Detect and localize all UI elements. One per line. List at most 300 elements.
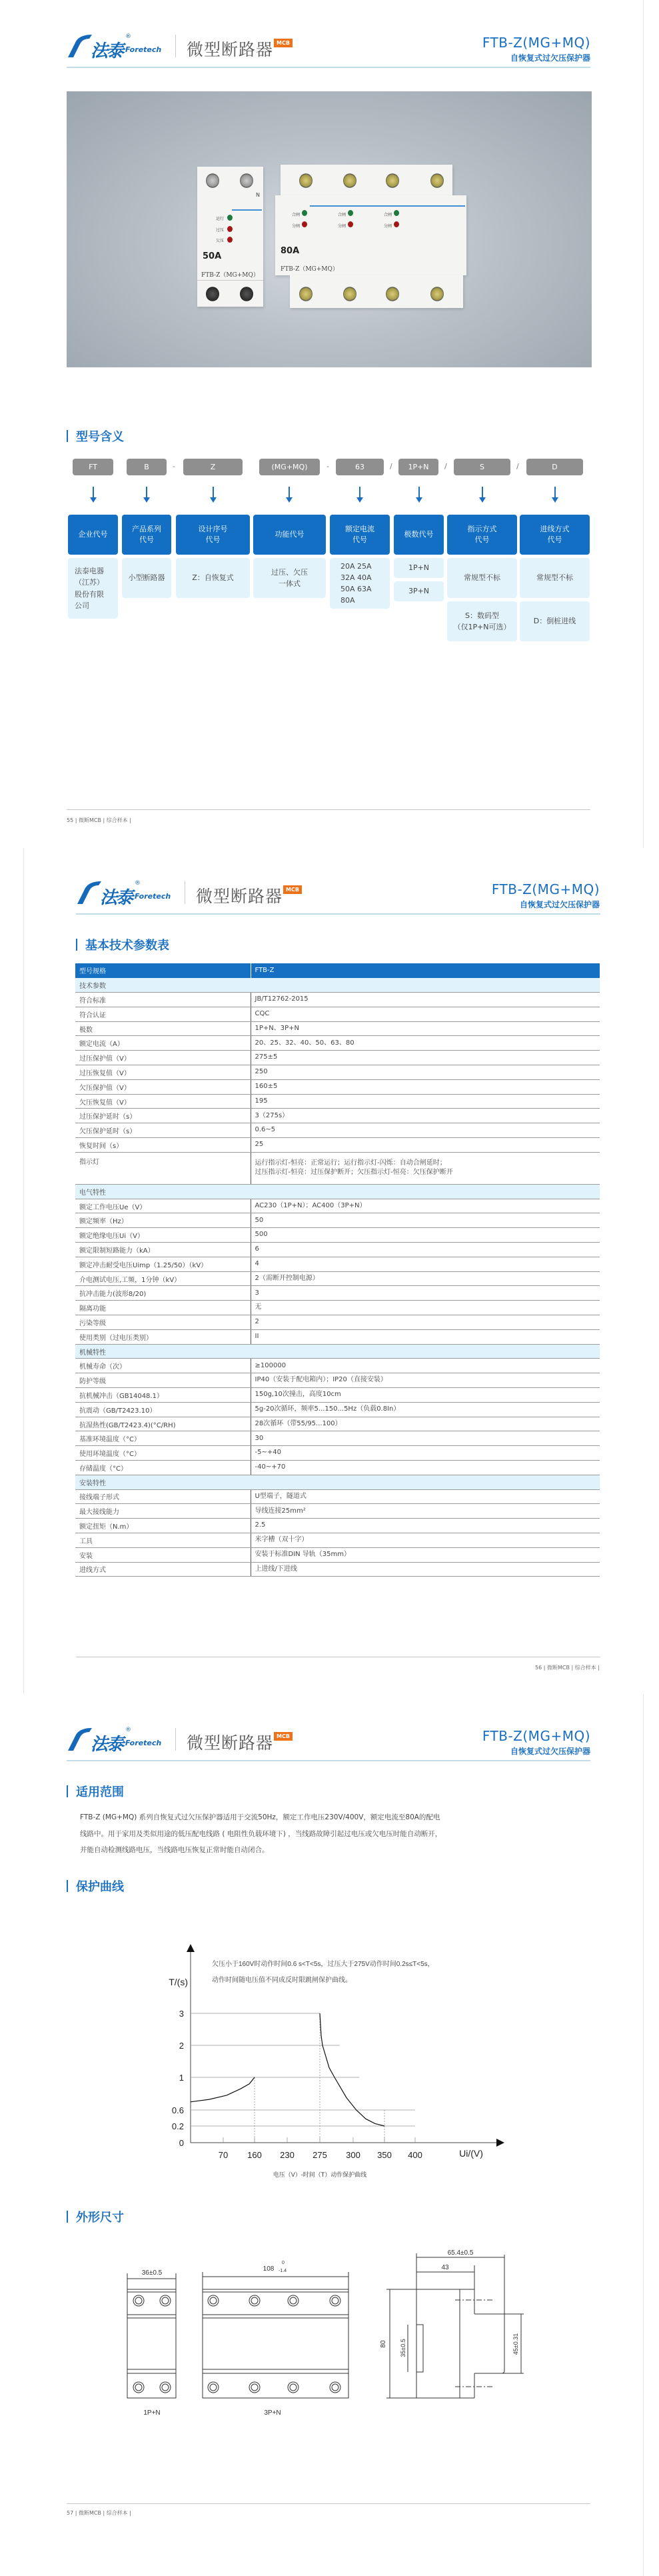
application-text: 线路中。用于家用及类似用途的低压配电线路 ( 电阻性负载环境下) ，当线路故障引起过电压或欠电压时能自动断开， [80,1830,442,1838]
led-green [394,210,399,216]
param-value: 6 [251,1243,600,1257]
chart-caption: 电压（V）-时间（T）动作保护曲线 [273,2171,367,2178]
product-photo [67,91,592,367]
code-value-current: 20A 25A 32A 40A 50A 63A 80A [330,558,390,609]
param-label: 抗震动（GB/T2423.10） [75,1402,251,1417]
table-row [75,1329,600,1344]
category-title: 微型断路器 [187,1733,274,1753]
table-row [75,1138,600,1153]
title-bar [76,939,77,951]
param-label: 额定工作电压Ue（V） [75,1199,251,1213]
param-label: 指示灯 [75,1152,251,1184]
led-label: 合闸 [384,213,392,217]
param-label: 使用类别（过电压类别） [75,1329,251,1344]
param-label: 过压保护值（V） [75,1051,251,1065]
section-label: 技术参数 [75,978,600,993]
logo-cn: 法泰 [100,888,133,908]
param-label: 欠压保护延时（s） [75,1123,251,1138]
code-label: 指示方式 代号 [447,515,517,555]
table-row [75,1213,600,1228]
swoosh-icon [67,1727,93,1752]
param-label: 抗湿热性(GB/T2423.4)(°C/RH) [75,1417,251,1431]
param-value: II [251,1329,600,1344]
arrow-down-icon [418,487,420,499]
section-title-spec [76,936,169,953]
param-value: 2.5 [251,1519,600,1533]
section-title-application [67,1783,124,1800]
arrow-down-icon [359,487,360,499]
param-label: 符合标准 [75,993,251,1007]
footer-rule [67,2503,590,2504]
code-box: B [127,459,167,475]
code-box: 63 [336,459,384,475]
blue-stripe [310,205,465,207]
param-value: 500 [251,1228,600,1243]
arrow-down-icon [213,487,214,499]
brand-logo [76,880,176,908]
title-bar [67,1785,68,1797]
param-label: 额定扭矩（N.m） [75,1519,251,1533]
param-label: 防护等级 [75,1373,251,1388]
param-value: 3 [251,1286,600,1301]
chart-annotation: 欠压小于160V时动作时间0.6 s<T<5s，过压大于275V动作时间0.2s≤T<5s， [212,1961,434,1968]
x-tick-label: 70 [218,2150,229,2160]
code-separator: / [516,462,519,471]
param-label: 过压保护延时（s） [75,1109,251,1123]
led-label: 合闸 [292,213,301,217]
logo-cn: 法泰 [91,41,123,61]
brand-logo [67,33,167,59]
table-row [75,1199,600,1213]
category-title: 微型断路器 [187,40,274,59]
header-rule [67,1760,590,1761]
device-1p [197,167,263,307]
terminal-label: N [256,192,260,198]
table-row [75,1152,600,1184]
param-value: 160±5 [251,1079,600,1094]
table-row [75,1094,600,1109]
param-value: IP40（安装于配电箱内）；IP20（直接安装） [251,1373,600,1388]
param-value: 上进线/下进线 [251,1562,600,1577]
blue-stripe [232,209,262,211]
x-axis-arrow-icon [496,2139,504,2147]
param-label: 额定冲击耐受电压Uimp（1.25/50）（kV） [75,1257,251,1271]
dim-front-height: 45±0.31 [512,2333,519,2355]
param-value: 2 [251,1315,600,1330]
table-row [75,1431,600,1446]
param-label: 额定频率（Hz） [75,1213,251,1228]
code-value-series: 小型断路器 [122,558,171,598]
param-value: 安装于标准DIN 导轨（35mm） [251,1547,600,1562]
page-header [0,1693,659,1767]
led-red [394,221,399,227]
terminal-screw [386,173,399,188]
led-label: 合闸 [338,213,346,217]
terminal-screw [240,287,253,301]
param-label: 污染等级 [75,1315,251,1330]
x-tick-label: 400 [408,2150,422,2160]
logo-cn: 法泰 [91,1735,123,1755]
param-value: 20、25、32、40、50、63、80 [251,1036,600,1051]
code-separator: - [327,462,329,471]
param-label: 隔离功能 [75,1301,251,1315]
table-section-row [75,1344,600,1359]
page-header [0,0,659,73]
led-red [227,226,233,232]
section-label: 电气特性 [75,1184,600,1199]
param-label: 抗冲击能力(波形8/20) [75,1286,251,1301]
x-tick-label: 275 [313,2150,327,2160]
code-value-function: 过压、欠压 一体式 [253,558,326,598]
section-label: 机械特性 [75,1344,600,1359]
table-row [75,1519,600,1533]
y-tick-label: 0.6 [171,2105,184,2115]
device-model: FTB-Z（MG+MQ） [201,272,259,279]
table-row [75,1547,600,1562]
table-row [75,1257,600,1271]
dim-tol-down: -1.4 [279,2269,287,2273]
dim-depth-total: 65.4±0.5 [447,2249,474,2257]
code-box: 1P+N [398,459,438,475]
param-value: 5g-20次循环，频率5...150...5Hz（负载0.8In） [251,1402,600,1417]
param-value: 275±5 [251,1051,600,1065]
front-view-3p [203,2272,348,2398]
y-tick-label: 3 [179,2009,184,2019]
table-row [75,1417,600,1431]
led-label: 过压 [216,228,225,233]
table-row [75,1373,600,1388]
table-row [75,1036,600,1051]
param-label: 使用环境温度（°C） [75,1446,251,1461]
section-title-text: 外形尺寸 [76,2211,124,2225]
param-label: 基准环境温度（°C） [75,1431,251,1446]
code-value-design: Z：自恢复式 [176,558,250,598]
terminal-screw [343,173,356,188]
param-label: 安装 [75,1547,251,1562]
model-title: FTB-Z(MG+MQ) [482,35,590,51]
title-bar [67,2211,68,2223]
terminal-screw [206,287,219,301]
front-view-1p [127,2273,176,2398]
param-value: AC230（1P+N）；AC400（3P+N） [251,1199,600,1213]
terminal-screw [299,287,313,301]
code-box: (MG+MQ) [259,459,320,475]
y-tick-label: 2 [179,2041,184,2051]
param-label: 恢复时间（s） [75,1138,251,1153]
param-value: CQC [251,1007,600,1021]
code-box: S [454,459,510,475]
logo-mark: ® [125,33,131,40]
y-tick-label: 1 [179,2073,184,2083]
dimension-drawing [0,2240,659,2427]
section-label: 安装特性 [75,1475,600,1489]
code-value-poles: 3P+N [394,581,444,601]
code-label: 额定电流 代号 [330,515,390,555]
param-label: 额定限制短路能力（kA） [75,1243,251,1257]
model-title: FTB-Z(MG+MQ) [482,1728,590,1744]
terminal-screw [430,173,444,188]
param-label: 进线方式 [75,1562,251,1577]
table-row [75,1446,600,1461]
section-title-type-code [67,427,124,445]
led-label: 分闸 [292,224,301,229]
x-tick-label: 350 [377,2150,392,2160]
param-value: 50 [251,1213,600,1228]
device-3p-bottom [290,275,463,308]
param-value: 250 [251,1065,600,1080]
model-subtitle: 自恢复式过欠压保护器 [510,1747,590,1756]
param-label: 符合认证 [75,1007,251,1021]
divider [175,1728,176,1751]
param-value: -5~+40 [251,1446,600,1461]
page-edge [23,848,24,1694]
arrow-down-icon [93,487,94,499]
param-label: 接线端子形式 [75,1489,251,1504]
table-row [75,993,600,1007]
page-footer: 56 | 微断MCB | 综合样本 | [535,1665,600,1671]
table-section-row [75,1475,600,1489]
section-title-text: 基本技术参数表 [85,939,169,953]
param-value: -40~+70 [251,1461,600,1475]
param-value: 28次循环（带55/95...100） [251,1417,600,1431]
code-value-company: 法泰电器 （江苏） 股份有限 公司 [68,558,118,619]
param-label: 欠压恢复值（V） [75,1094,251,1109]
code-separator: / [390,462,392,471]
code-box: FT [73,459,113,475]
spec-table [75,963,600,1577]
param-label: 额定绝缘电压Ui（V） [75,1228,251,1243]
led-red [302,221,307,227]
series-undervoltage [191,2077,255,2102]
dim-height: 80 [380,2340,387,2348]
led-green [302,210,307,216]
param-label: 介电测试电压,工频，1分钟（kV） [75,1271,251,1286]
table-header-row [75,963,600,978]
header-cell: FTB-Z [251,963,600,978]
device-model: FTB-Z（MG+MQ） [281,266,338,273]
arrow-down-icon [554,487,556,499]
code-separator: / [444,462,447,471]
table-row [75,1388,600,1403]
table-section-row [75,1184,600,1199]
param-label: 最大接线能力 [75,1504,251,1519]
label-3p: 3P+N [264,2409,281,2417]
divider [175,35,176,57]
table-row [75,1228,600,1243]
table-row [75,1079,600,1094]
terminal-screw [386,287,399,301]
logo-mark: ® [125,1727,131,1733]
table-row [75,1402,600,1417]
param-value: 运行指示灯-恒亮：正常运行；运行指示灯-闪烁：自动合闸延时； 过压指示灯-恒亮：过压保护断开；欠压指示灯-恒亮：欠压保护断开 [251,1152,600,1184]
section-title-curve [67,1877,124,1895]
table-row [75,1007,600,1021]
terminal-screw [240,173,253,188]
param-value: 30 [251,1431,600,1446]
dim-din: 35±0.5 [400,2339,406,2357]
y-tick-label: 0.2 [171,2121,184,2131]
x-tick-label: 230 [280,2150,295,2160]
dim-width-1p: 36±0.5 [141,2269,163,2277]
table-row [75,1065,600,1080]
param-label: 机械寿命（次） [75,1359,251,1373]
header-cell: 型号规格 [75,963,251,978]
dim-width-3p: 108 [263,2265,275,2273]
application-text: FTB-Z (MG+MQ) 系列自恢复式过欠压保护器适用于交流50Hz，额定工作电压230V/400V，额定电流至80A的配电 [80,1813,440,1821]
code-box: Z [183,459,243,475]
param-value: 25 [251,1138,600,1153]
led-red [348,221,353,227]
code-label: 产品系列 代号 [122,515,171,555]
code-value-wiring: 常规型不标 [520,558,590,598]
table-row [75,1504,600,1519]
arrow-down-icon [146,487,147,499]
led-label: 分闸 [384,224,392,229]
mcb-badge: MCB [274,1732,293,1741]
dim-depth-front: 43 [441,2264,449,2271]
param-label: 存储温度（°C） [75,1461,251,1475]
y-axis-label: T/(s) [169,1977,188,1987]
led-label: 分闸 [338,224,346,229]
series-overvoltage [320,2013,384,2126]
page-header [0,847,659,920]
header-rule [76,913,600,915]
table-row [75,1021,600,1036]
divider [197,280,263,281]
arrow-down-icon [289,487,290,499]
param-value: 0.6~5 [251,1123,600,1138]
device-rating: 80A [281,246,300,256]
param-label: 额定电流（A） [75,1036,251,1051]
footer-rule [67,809,590,810]
logo-mark: ® [135,880,141,887]
param-value: 4 [251,1257,600,1271]
param-label: 极数 [75,1021,251,1036]
param-value: 1P+N、3P+N [251,1021,600,1036]
x-tick-label: 300 [346,2150,360,2160]
table-row [75,1301,600,1315]
brand-logo [67,1727,167,1755]
device-3p-top [281,165,452,197]
mcb-badge: MCB [283,885,302,894]
section-title-dimensions [67,2208,124,2225]
table-row [75,1271,600,1286]
table-row [75,1123,600,1138]
section-title-text: 保护曲线 [76,1880,124,1894]
header-rule [67,67,590,68]
table-row [75,1489,600,1504]
param-value: 米字槽（双十字） [251,1533,600,1547]
side-view [386,2253,524,2398]
led-green [348,210,353,216]
param-value: ≥100000 [251,1359,600,1373]
param-value: 2（需断开控制电源） [251,1271,600,1286]
table-row [75,1461,600,1475]
code-separator: - [173,462,175,471]
protection-curve-chart [0,1933,659,2187]
table-row [75,1562,600,1577]
param-value: 195 [251,1094,600,1109]
model-subtitle: 自恢复式过欠压保护器 [510,53,590,63]
y-tick-label: 0 [179,2138,184,2148]
code-value-poles: 1P+N [394,558,444,578]
y-axis-arrow-icon [187,1944,195,1952]
table-row [75,1051,600,1065]
model-title: FTB-Z(MG+MQ) [491,881,600,897]
device-rating: 50A [203,251,222,261]
page-footer: 57 | 微断MCB | 综合样本 | [67,2510,131,2516]
terminal-screw [343,287,356,301]
led-label: 运行 [216,217,225,221]
param-value: 导线连接25mm² [251,1504,600,1519]
code-label: 设计序号 代号 [176,515,250,555]
logo-en: Foretech [135,892,171,901]
title-bar [67,1880,68,1892]
code-box: D [526,459,583,475]
param-value: 无 [251,1301,600,1315]
param-value: 150g,10次撞击，高度10cm [251,1388,600,1403]
code-label: 功能代号 [253,515,326,555]
param-value: 3（275s） [251,1109,600,1123]
table-row [75,1243,600,1257]
code-label: 进线方式 代号 [520,515,590,555]
code-label: 极数代号 [394,515,444,555]
param-label: 抗机械冲击（GB14048.1） [75,1388,251,1403]
page-edge [643,0,644,848]
table-row [75,1533,600,1547]
model-subtitle: 自恢复式过欠压保护器 [519,900,600,909]
table-section-row [75,978,600,993]
logo-en: Foretech [125,45,162,54]
section-title-text: 型号含义 [76,430,124,444]
application-text: 并能自动检测线路电压，当线路电压恢复正常时能自动闭合。 [80,1846,269,1854]
dim-tol-up: 0 [282,2261,285,2265]
led-green [227,215,233,221]
table-row [75,1109,600,1123]
param-label: 过压恢复值（V） [75,1065,251,1080]
chart-annotation: 动作时间随电压值不同成反时限跳闸保护曲线。 [212,1977,352,1984]
param-label: 工具 [75,1533,251,1547]
code-value-indication: 常规型不标 [447,558,517,598]
page-footer: 55 | 微断MCB | 综合样本 | [67,817,131,823]
logo-en: Foretech [125,1739,162,1747]
terminal-screw [430,287,444,301]
swoosh-icon [67,33,93,59]
mcb-badge: MCB [274,39,293,47]
x-axis-label: Ui/(V) [459,2148,483,2159]
title-bar [67,430,68,442]
led-red [227,237,233,243]
code-value-wiring: D：倒桩进线 [520,601,590,641]
arrow-down-icon [482,487,483,499]
param-value: JB/T12762-2015 [251,993,600,1007]
terminal-screw [299,173,313,188]
led-label: 欠压 [216,239,225,243]
table-row [75,1359,600,1373]
category-title: 微型断路器 [196,887,283,906]
param-label: 欠压保护值（V） [75,1079,251,1094]
table-row [75,1286,600,1301]
section-title-text: 适用范围 [76,1785,124,1799]
terminal-screw [206,173,219,188]
param-value: U型端子，隧道式 [251,1489,600,1504]
code-label: 企业代号 [68,515,118,555]
code-value-indication: S：数码型 （仅1P+N可选） [447,601,517,641]
x-tick-label: 160 [247,2150,262,2160]
device-3p [275,195,466,275]
table-row [75,1315,600,1330]
swoosh-icon [76,880,103,905]
